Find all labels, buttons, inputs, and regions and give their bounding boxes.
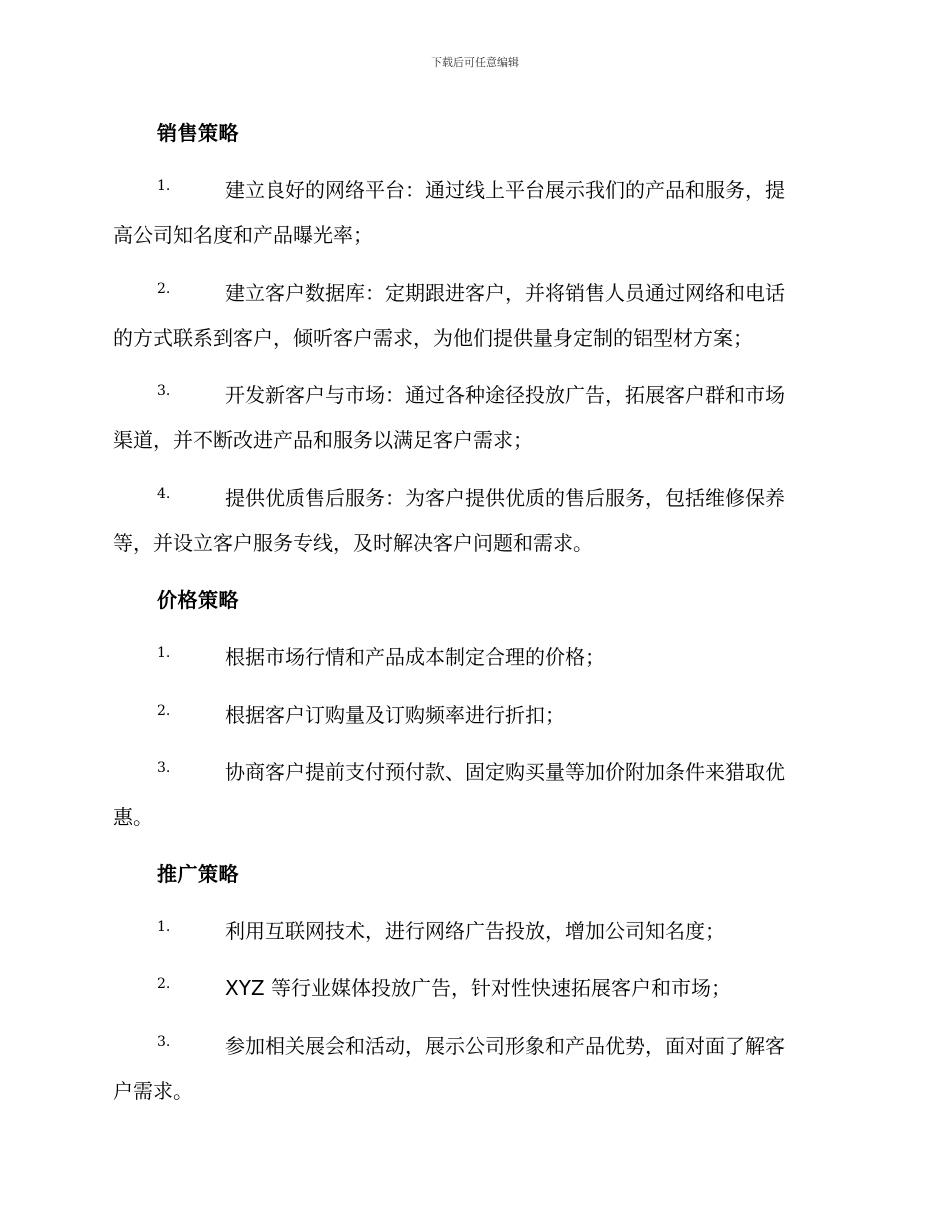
item-text-line1: 根据市场行情和产品成本制定合理的价格； bbox=[225, 645, 605, 669]
item-number: 3. bbox=[157, 760, 171, 776]
item-text-line2: 高公司知名度和产品曝光率； bbox=[113, 223, 373, 247]
item-text-line2: 等，并设立客户服务专线，及时解决客户问题和需求。 bbox=[113, 531, 593, 555]
item-text-line2: 惠。 bbox=[113, 805, 153, 829]
item-number: 1. bbox=[157, 178, 171, 194]
item-text-line1: 参加相关展会和活动，展示公司形象和产品优势，面对面了解客 bbox=[225, 1034, 785, 1058]
item-number: 2. bbox=[157, 281, 171, 297]
item-number: 2. bbox=[157, 976, 171, 992]
item-text-line1: 利用互联网技术，进行网络广告投放，增加公司知名度； bbox=[225, 919, 725, 943]
item-number: 1. bbox=[157, 919, 171, 935]
item-number: 2. bbox=[157, 703, 171, 719]
item-text-line1: 建立客户数据库：定期跟进客户，并将销售人员通过网络和电话 bbox=[225, 281, 785, 305]
item-number: 3. bbox=[157, 1034, 171, 1050]
page-header: 下载后可任意编辑 bbox=[431, 56, 519, 69]
item-text-line1: 根据客户订购量及订购频率进行折扣； bbox=[225, 703, 565, 727]
item-text-line2: 的方式联系到客户，倾听客户需求，为他们提供量身定制的铝型材方案； bbox=[113, 326, 753, 350]
item-text-line1: 开发新客户与市场：通过各种途径投放广告，拓展客户群和市场 bbox=[225, 383, 785, 407]
item-number: 1. bbox=[157, 645, 171, 661]
item-text-line1: XYZ 等行业媒体投放广告，针对性快速拓展客户和市场； bbox=[225, 976, 731, 1000]
item-text-line1: 提供优质售后服务：为客户提供优质的售后服务，包括维修保养 bbox=[225, 486, 785, 510]
item-number: 4. bbox=[157, 486, 171, 502]
item-text-line2: 户需求。 bbox=[113, 1079, 193, 1103]
section-heading-sales: 销售策略 bbox=[157, 121, 239, 145]
item-text-line1: 协商客户提前支付预付款、固定购买量等加价附加条件来猎取优 bbox=[225, 760, 785, 784]
section-heading-promotion: 推广策略 bbox=[157, 862, 239, 886]
item-text-line1: 建立良好的网络平台：通过线上平台展示我们的产品和服务，提 bbox=[225, 178, 785, 202]
item-number: 3. bbox=[157, 383, 171, 399]
section-heading-pricing: 价格策略 bbox=[157, 588, 239, 612]
item-text-line2: 渠道，并不断改进产品和服务以满足客户需求； bbox=[113, 428, 533, 452]
